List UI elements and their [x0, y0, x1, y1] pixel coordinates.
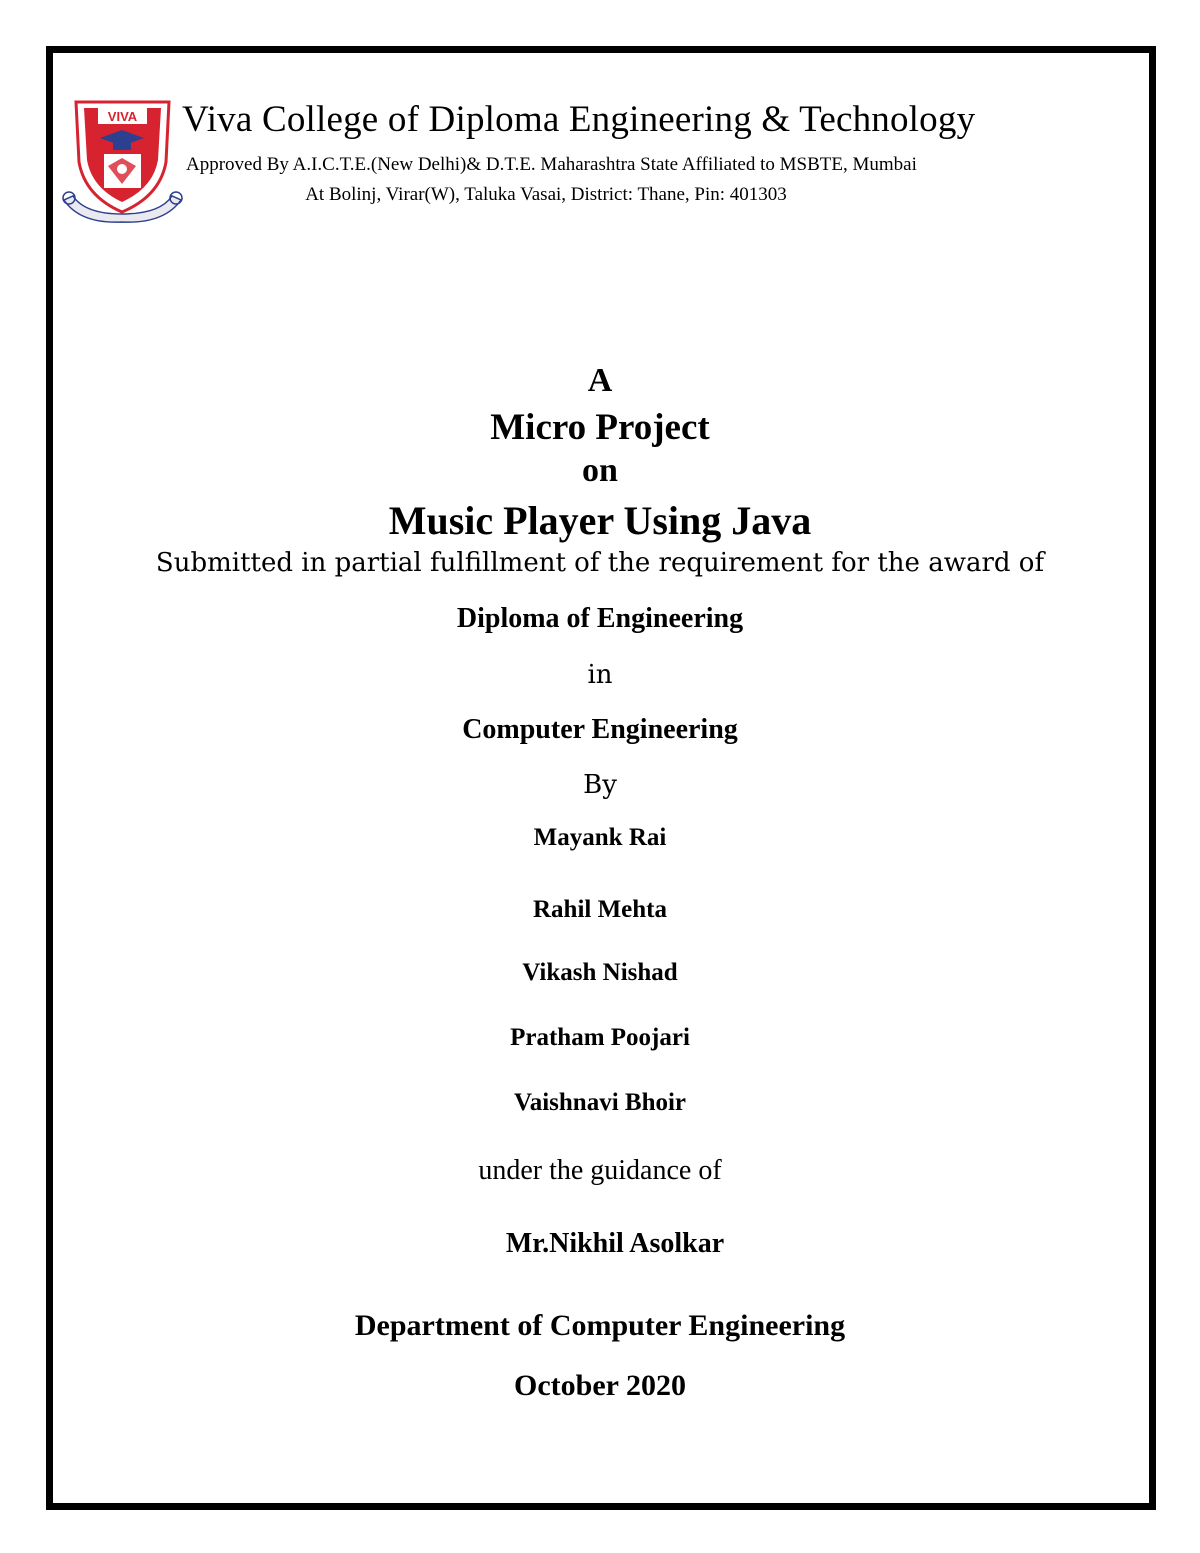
college-address: At Bolinj, Virar(W), Taluka Vasai, District: Thane, Pin: 401303 [305, 184, 787, 205]
submission-date: October 2020 [514, 1369, 686, 1402]
in-label: in [587, 660, 613, 690]
department-name: Department of Computer Engineering [354, 1309, 846, 1342]
svg-text:VIVA: VIVA [107, 109, 138, 124]
student-name: Mayank Rai [533, 824, 667, 851]
degree-name: Diploma of Engineering [456, 603, 744, 634]
submission-statement: Submitted in partial fulfillment of the requirement for the award of [155, 548, 1045, 578]
approval-line: Approved By A.I.C.T.E.(New Delhi)& D.T.E. Maharashtra State Affiliated to MSBTE, Mumbai [186, 154, 917, 175]
college-header [60, 92, 1040, 232]
student-name: Rahil Mehta [532, 896, 668, 923]
student-name: Vaishnavi Bhoir [513, 1089, 687, 1116]
student-name: Vikash Nishad [522, 959, 678, 986]
college-logo-icon [60, 92, 185, 227]
guide-name: Mr.Nikhil Asolkar [505, 1228, 725, 1259]
guidance-label: under the guidance of [478, 1155, 722, 1186]
college-name: Viva College of Diploma Engineering & Technology [182, 99, 976, 140]
project-title: Music Player Using Java [388, 498, 812, 543]
title-micro-project: Micro Project [490, 407, 710, 448]
branch-name: Computer Engineering [462, 714, 738, 745]
student-name: Pratham Poojari [510, 1024, 690, 1051]
title-a: A [587, 362, 613, 399]
title-on: on [582, 452, 618, 489]
by-label: By [583, 770, 617, 800]
